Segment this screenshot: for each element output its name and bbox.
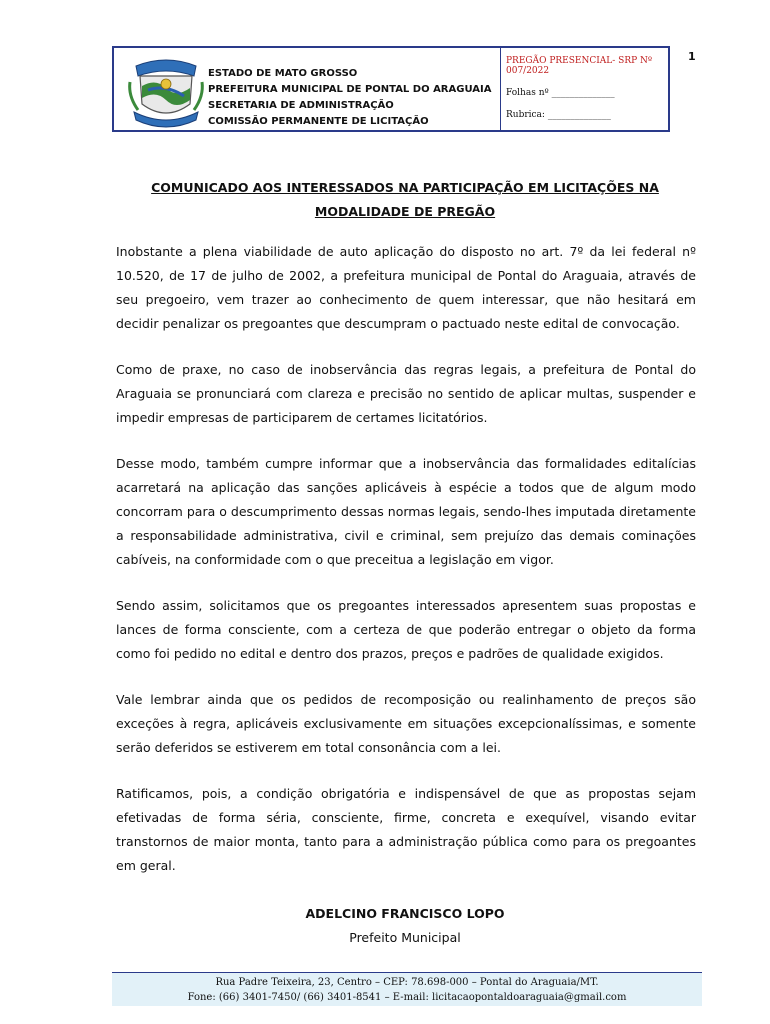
signer-name: ADELCINO FRANCISCO LOPO	[305, 906, 505, 921]
document-body	[116, 240, 696, 900]
paragraph: Como de praxe, no caso de inobservância das regras legais, a prefeitura de Pontal do Araguaia se pronunciará com clareza e precisão no sentido de aplicar multas, suspender e impedir empresas de participarem de certames licitatórios.	[116, 362, 696, 425]
header-prefeitura: PREFEITURA MUNICIPAL DE PONTAL DO ARAGUAIA	[208, 84, 492, 95]
paragraph: Inobstante a plena viabilidade de auto aplicação do disposto no art. 7º da lei federal nº 10.520, de 17 de julho de 2002, a prefeitura municipal de Pontal do Araguaia, através de seu pregoeiro, vem trazer ao conhecimento de quem interessar, que não hesitará em decidir penalizar os pregoantes que descumpram o pactuado neste edital de convocação.	[116, 244, 696, 331]
paragraph: Vale lembrar ainda que os pedidos de recomposição ou realinhamento de preços são exceções à regra, aplicáveis exclusivamente em situações excepcionalíssimas, e somente serão deferidos se estiverem em total consonância com a lei.	[116, 692, 696, 755]
paragraph: Sendo assim, solicitamos que os pregoantes interessados apresentem suas propostas e lances de forma consciente, com a certeza de que poderão entregar o objeto da forma como foi pedido no edital e dentro dos prazos, preços e padrões de qualidade exigidos.	[116, 598, 696, 661]
header-comissao: COMISSÃO PERMANENTE DE LICITAÇÃO	[208, 116, 429, 127]
footer-address: Rua Padre Teixeira, 23, Centro – CEP: 78.698-000 – Pontal do Araguaia/MT.	[215, 977, 599, 988]
folhas-field: Folhas nº ______________	[506, 88, 615, 98]
header-divider	[500, 48, 501, 130]
document-title	[110, 176, 700, 224]
header-secretaria: SECRETARIA DE ADMINISTRAÇÃO	[208, 100, 394, 111]
footer	[112, 972, 702, 1006]
rubrica-field: Rubrica: ______________	[506, 110, 611, 120]
pregao-reference: PREGÃO PRESENCIAL- SRP Nº 007/2022	[506, 56, 653, 76]
signature-block	[110, 902, 700, 950]
paragraph: Ratificamos, pois, a condição obrigatória e indispensável de que as propostas sejam efetivadas de forma séria, consciente, firme, concreta e exequível, visando evitar transtornos de maior monta, tanto para a administração pública como para os pregoantes em geral.	[116, 786, 696, 873]
title-line-1: COMUNICADO AOS INTERESSADOS NA PARTICIPAÇÃO EM LICITAÇÕES NA	[151, 180, 659, 195]
page-number: 1	[688, 50, 696, 63]
paragraph: Desse modo, também cumpre informar que a inobservância das formalidades editalícias acarretará na aplicação das sanções aplicáveis à espécie a todos que de algum modo concorram para o descumprimento dessas normas legais, sendo-lhes imputada diretamente a responsabilidade administrativa, civil e criminal, sem prejuízo das demais cominações cabíveis, na conformidade com o que preceitua a legislação em vigor.	[116, 456, 696, 567]
footer-contact: Fone: (66) 3401-7450/ (66) 3401-8541 – E-mail: licitacaopontaldoaraguaia@gmail.com	[187, 992, 627, 1003]
header-state: ESTADO DE MATO GROSSO	[208, 68, 358, 79]
signer-role: Prefeito Municipal	[349, 930, 461, 945]
title-line-2: MODALIDADE DE PREGÃO	[314, 204, 496, 219]
municipal-crest-logo	[126, 56, 206, 128]
letterhead	[112, 46, 670, 132]
control-stamp	[506, 56, 668, 120]
